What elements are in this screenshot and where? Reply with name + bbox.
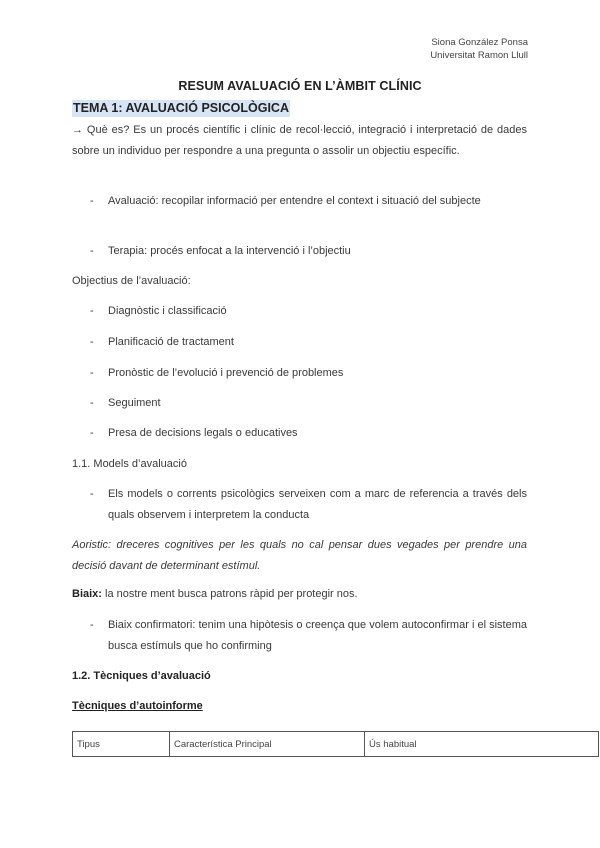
list-item: [90, 393, 527, 414]
aoristic-paragraph: Aoristic: dreceres cognitives per les quals no cal pensar dues vegades per prendre una decisió davant de determinant estímul.: [72, 539, 527, 572]
institution-name: Universitat Ramon Llull: [430, 50, 528, 61]
document-title: RESUM AVALUACIÓ EN L’ÀMBIT CLÍNIC: [178, 79, 422, 93]
list-item: [90, 332, 527, 353]
list-item: [90, 423, 527, 444]
list-item-text: Planificació de tractament: [108, 336, 234, 348]
list-item-text: Pronòstic de l’evolució i prevenció de problemes: [108, 367, 344, 379]
bullet-dash-icon: -: [90, 367, 94, 379]
list-item-text: Terapia: procés enfocat a la intervenció i l’objectiu: [108, 245, 351, 257]
bullet-dash-icon: -: [90, 397, 94, 409]
intro-paragraph: → Què es? Es un procés científic i clínic de recol·lecció, integració i interpretació de dades sobre un individuo per respondre a una pregunta o assolir un objectiu específic.: [72, 124, 527, 157]
list-item: [90, 363, 527, 384]
biaix-label: Biaix:: [72, 588, 102, 600]
bullet-dash-icon: -: [90, 336, 94, 348]
table-header-cell: Tipus: [73, 732, 170, 757]
list-item-text: Presa de decisions legals o educatives: [108, 427, 298, 439]
list-item-text: Seguiment: [108, 397, 161, 409]
models-heading: 1.1. Models d’avaluació: [72, 458, 187, 470]
list-item-text: Avaluació: recopilar informació per entendre el context i situació del subjecte: [108, 195, 481, 207]
bullet-dash-icon: -: [90, 305, 94, 317]
objectives-heading: Objectius de l’avaluació:: [72, 275, 191, 287]
page-header: [430, 36, 528, 62]
section-heading: TEMA 1: AVALUACIÓ PSICOLÒGICA: [73, 101, 289, 115]
biaix-text: la nostre ment busca patrons ràpid per protegir nos.: [101, 588, 358, 600]
bullet-dash-icon: -: [90, 619, 94, 631]
list-item: [90, 484, 527, 526]
selfreport-table: [72, 731, 599, 757]
list-item: [90, 615, 527, 657]
list-item: [90, 241, 527, 262]
bullet-dash-icon: -: [90, 245, 94, 257]
list-item: [90, 301, 527, 322]
table-header-cell: Ús habitual: [365, 732, 599, 757]
selfreport-heading: Tècniques d’autoinforme: [72, 700, 203, 712]
table-header-cell: Característica Principal: [170, 732, 365, 757]
list-item-text: Diagnòstic i classificació: [108, 305, 227, 317]
author-name: Siona González Ponsa: [431, 37, 528, 48]
list-item: [90, 191, 527, 212]
list-item-text: Els models o corrents psicològics serveixen com a marc de referencia a través dels quals observem i interpretem la conducta: [108, 488, 527, 521]
techniques-heading: 1.2. Tècniques d’avaluació: [72, 670, 211, 682]
bullet-dash-icon: -: [90, 427, 94, 439]
bullet-dash-icon: -: [90, 488, 94, 500]
biaix-paragraph: [72, 584, 527, 605]
table-header-row: [73, 732, 599, 757]
list-item-text: Biaix confirmatori: tenim una hipòtesis o creença que volem autoconfirmar i el sistema busca estímuls que ho confirming: [108, 619, 527, 652]
bullet-dash-icon: -: [90, 195, 94, 207]
